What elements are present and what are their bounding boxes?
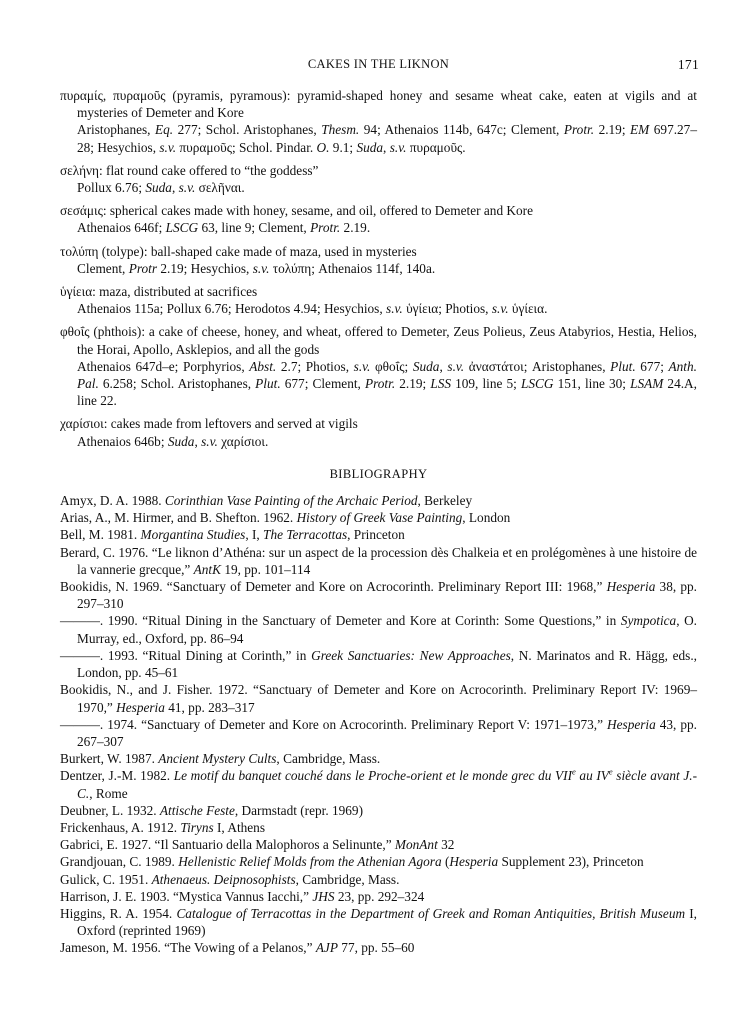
bibliography-entry: Bell, M. 1981. Morgantina Studies, I, The Terracottas, Princeton [60, 527, 405, 543]
bibliography-entry: Harrison, J. E. 1903. “Mystica Vannus Iacchi,” JHS 23, pp. 292–324 [60, 888, 425, 904]
bibliography-entry: Dentzer, J.-M. 1982. Le motif du banquet couché dans le Proche-orient et le monde grec du VIIe au IVe siècle avant J.-C., Rome [60, 766, 698, 801]
bibliography-entry: Bookidis, N. 1969. “Sanctuary of Demeter and Kore on Acrocorinth. Preliminary Report III: 1968,” Hesperia 38, pp. 297–310 [60, 579, 697, 612]
glossary-entry [60, 202, 697, 236]
glossary-references: Aristophanes, Eq. 277; Schol. Aristophanes, Thesm. 94; Athenaios 114b, 647c; Clement, Protr. 2.19; EM 697.27–28; Hesychios, s.v. πυραμοῦς; Schol. Pindar. O. 9.1; Suda, s.v. πυραμοῦς. [77, 122, 697, 155]
glossary-definition: χαρίσιοι: cakes made from leftovers and served at vigils [60, 416, 358, 432]
bibliography-list [60, 492, 697, 956]
bibliography-entry: Burkert, W. 1987. Ancient Mystery Cults, Cambridge, Mass. [60, 751, 381, 767]
glossary-references: Athenaios 646b; Suda, s.v. χαρίσιοι. [77, 433, 269, 449]
glossary-entry [60, 87, 697, 156]
glossary-entry [60, 162, 697, 196]
bibliography-entry: Deubner, L. 1932. Attische Feste, Darmstadt (repr. 1969) [60, 802, 364, 818]
glossary-references: Athenaios 115a; Pollux 6.76; Herodotos 4.94; Hesychios, s.v. ὑγίεια; Photios, s.v. ὑγίεια. [77, 301, 548, 317]
bibliography-entry: ———. 1993. “Ritual Dining at Corinth,” in Greek Sanctuaries: New Approaches, N. Marinatos and R. Hägg, eds., London, pp. 45–61 [60, 647, 697, 681]
glossary-definition: τολύπη (tolype): ball-shaped cake made of maza, used in mysteries [60, 243, 417, 259]
glossary-references: Athenaios 647d–e; Porphyrios, Abst. 2.7; Photios, s.v. φθοΐς; Suda, s.v. ἀναστάτοι; Aristophanes, Plut. 677; Anth. Pal. 6.258; Schol. Aristophanes, Plut. 677; Clement, Protr. 2.19; LSS 109, line 5; LSCG 151, line 30; LSAM 24.A, line 22. [77, 358, 697, 409]
glossary-references: Athenaios 646f; LSCG 63, line 9; Clement, Protr. 2.19. [77, 220, 371, 236]
glossary-references: Pollux 6.76; Suda, s.v. σελῆναι. [77, 180, 245, 196]
bibliography-entry: Grandjouan, C. 1989. Hellenistic Relief Molds from the Athenian Agora (Hesperia Supplement 23), Princeton [60, 854, 644, 870]
bibliography-entry: Frickenhaus, A. 1912. Tiryns I, Athens [60, 819, 266, 835]
bibliography-entry: Gabrici, E. 1927. “Il Santuario della Malophoros a Selinunte,” MonAnt 32 [60, 837, 455, 853]
bibliography-entry: Gulick, C. 1951. Athenaeus. Deipnosophists, Cambridge, Mass. [60, 871, 400, 887]
glossary-definition: σελήνη: flat round cake offered to “the goddess” [60, 162, 319, 178]
page-number: 171 [677, 57, 699, 72]
glossary-definition: πυραμίς, πυραμοῦς (pyramis, pyramous): pyramid-shaped honey and sesame wheat cake, eaten at vigils and at mysteries of Demeter and Kore [60, 88, 697, 121]
bibliography-entry: Bookidis, N., and J. Fisher. 1972. “Sanctuary of Demeter and Kore on Acrocorinth. Preliminary Report IV: 1969–1970,” Hesperia 41, pp. 283–317 [60, 682, 697, 715]
bibliography-entry: Higgins, R. A. 1954. Catalogue of Terracottas in the Department of Greek and Roman Antiquities, British Museum I, Oxford (reprinted 1969) [60, 905, 698, 939]
glossary-references: Clement, Protr 2.19; Hesychios, s.v. τολύπη; Athenaios 114f, 140a. [77, 260, 436, 276]
bibliography-entry: Arias, A., M. Hirmer, and B. Shefton. 1962. History of Greek Vase Painting, London [60, 510, 511, 526]
running-head [60, 56, 697, 76]
glossary-entry [60, 243, 697, 277]
bibliography-entry: ———. 1974. “Sanctuary of Demeter and Kore on Acrocorinth. Preliminary Report V: 1971–1973,” Hesperia 43, pp. 267–307 [60, 716, 697, 749]
glossary-entry [60, 323, 697, 409]
glossary-entry [60, 283, 697, 317]
cake-glossary [60, 87, 697, 450]
glossary-definition: ὑγίεια: maza, distributed at sacrifices [60, 284, 258, 300]
glossary-definition: σεσάμις: spherical cakes made with honey, sesame, and oil, offered to Demeter and Kore [60, 203, 533, 219]
bibliography-entry: Berard, C. 1976. “Le liknon d’Athéna: sur un aspect de la procession dès Chalkeia et en prolégomènes à une histoire de la vannerie grecque,” AntK 19, pp. 101–114 [60, 544, 697, 577]
glossary-definition: φθοΐς (phthois): a cake of cheese, honey, and wheat, offered to Demeter, Zeus Polieus, Zeus Atabyrios, Hestia, Helios, the Horai, Apollo, Asklepios, and all the gods [60, 324, 697, 357]
chapter-title: CAKES IN THE LIKNON [307, 57, 450, 71]
bibliography-entry: Amyx, D. A. 1988. Corinthian Vase Painting of the Archaic Period, Berkeley [60, 493, 473, 509]
glossary-entry [60, 415, 697, 449]
bibliography-entry: Jameson, M. 1956. “The Vowing of a Pelanos,” AJP 77, pp. 55–60 [60, 940, 415, 956]
bibliography-entry: ———. 1990. “Ritual Dining in the Sanctuary of Demeter and Kore at Corinth: Some Questions,” in Sympotica, O. Murray, ed., Oxford, pp. 86–94 [60, 613, 697, 646]
book-page [60, 56, 697, 957]
bibliography-heading: BIBLIOGRAPHY [329, 466, 428, 481]
